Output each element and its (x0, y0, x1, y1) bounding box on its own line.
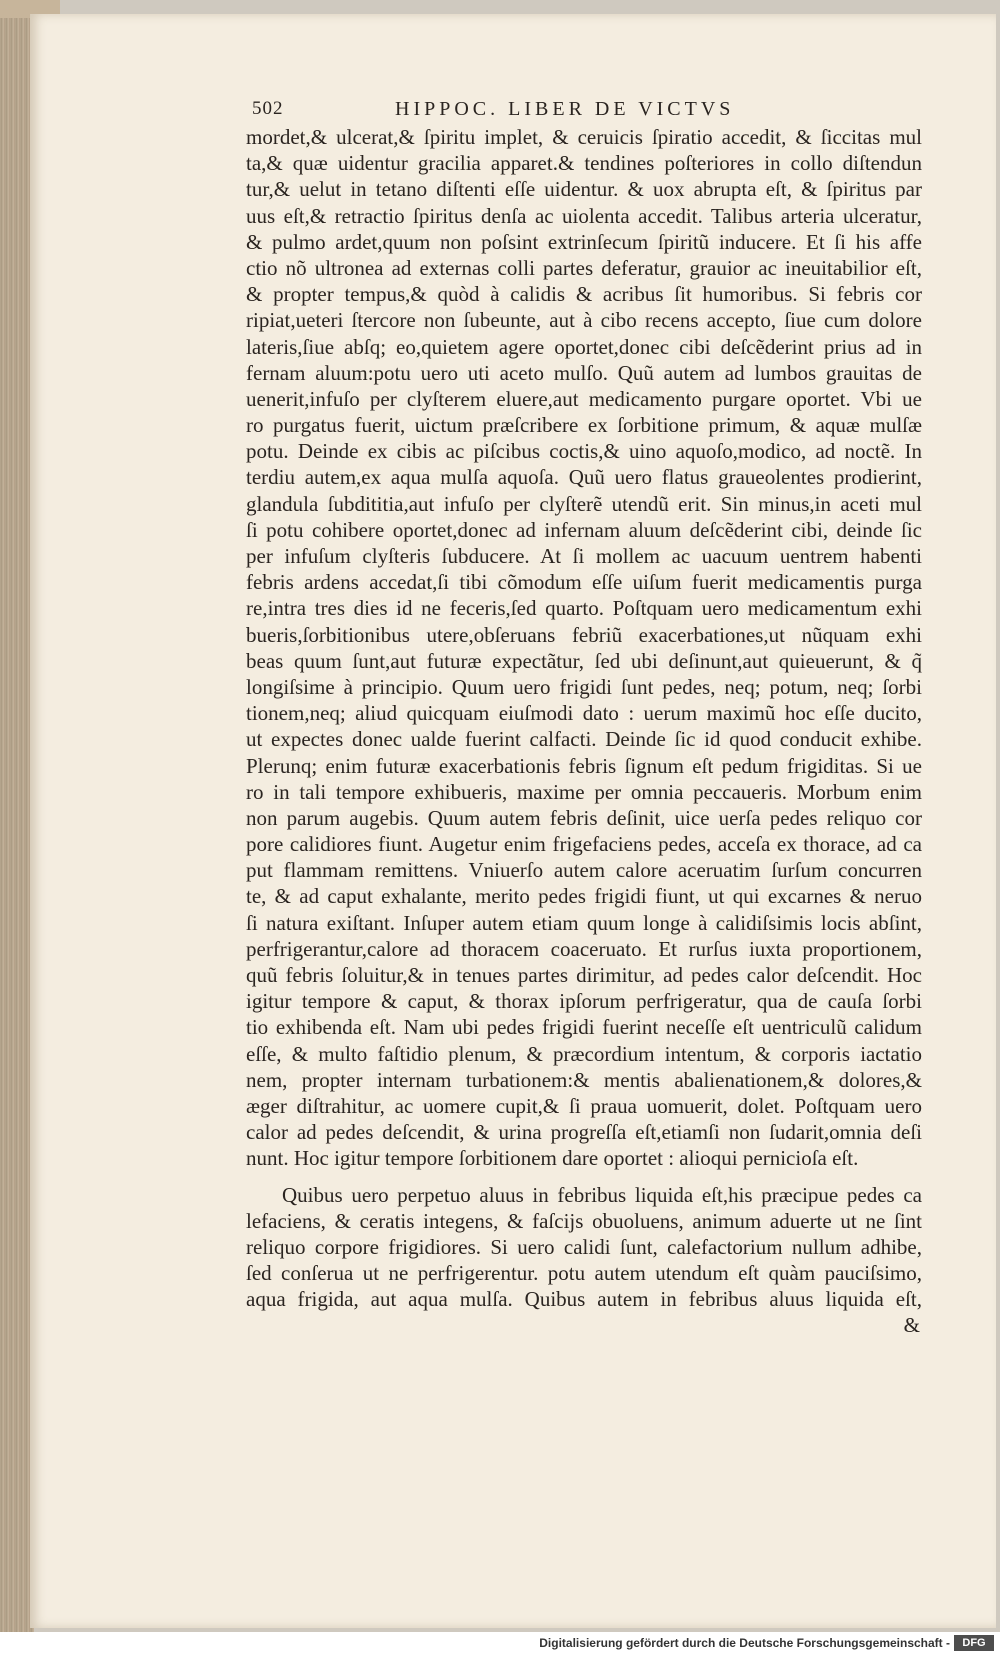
text-line: igitur tempore & caput, & thorax ipſorum perfrigeratur, qua de cauſa ſorbi (246, 989, 922, 1014)
text-line: ro in tali tempore exhibueris, maxime per omnia peccaueris. Morbum enim (246, 779, 922, 804)
text-line: re,intra tres dies id ne feceris,ſed quarto. Poſtquam uero medicamentum exhi (246, 596, 922, 621)
text-line: febris ardens accedat,ſi tibi cõmodum eſſe uiſum fuerit medicamentis purga (246, 570, 922, 595)
catchword: & (903, 1313, 920, 1338)
text-line: eſſe, & multo faſtidio plenum, & præcordium intentum, & corporis iactatio (246, 1041, 922, 1066)
text-line: mordet,& ulcerat,& ſpiritu implet, & ceruicis ſpiratio accedit, & ſiccitas mul (246, 125, 922, 149)
running-head-title: HIPPOC. LIBER DE VICTVS (395, 98, 735, 120)
text-line: & propter tempus,& quòd à calidis & acribus ſit humoribus. Si febris cor (246, 282, 922, 307)
text-line: put flammam remittens. Vniuerſo autem calore aceruatim ſurſum concurren (246, 858, 922, 883)
text-line: ut expectes donec ualde fuerint calfacti. Deinde ſic id quod conducit exhibe. (246, 727, 922, 752)
text-line: fernam aluum:potu uero uti aceto mulſo. Quũ autem ad lumbos grauitas de (246, 360, 922, 385)
running-head (252, 98, 812, 126)
text-line: te, & ad caput exhalante, merito pedes frigidi fiunt, ut qui excarnes & neruo (246, 884, 922, 909)
text-line: glandula ſubdititia,aut infuſo per clyſterẽ utendũ erit. Sin minus,in aceti mul (246, 491, 922, 516)
text-line: per infuſum clyſteris ſubducere. At ſi mollem ac uacuum uentrem habenti (246, 544, 922, 568)
text-line: æger diſtrahitur, ac uomere cupit,& ſi praua uomuerit, dolet. Poſtquam uero (246, 1093, 922, 1118)
body-text (246, 124, 922, 1339)
text-line: uus eſt,& retractio ſpiritus denſa ac uiolenta accedit. Talibus arteria ulceratur, (246, 203, 922, 228)
text-line: potu. Deinde ex cibis ac piſcibus coctis,& uino aquoſo,modico, ad noctẽ. In (246, 439, 922, 464)
text-line: tur,& uelut in tetano diſtenti eſſe uidentur. & uox abrupta eſt, & ſpiritus par (246, 177, 922, 202)
text-line: ro purgatus fuerit, uictum præſcribere ex ſorbitione primum, & aquæ mulſæ (246, 413, 922, 438)
text-line: bueris,ſorbitionibus utere,obſeruans febriũ exacerbationes,ut nũquam exhi (246, 622, 922, 647)
text-line: Plerunq; enim futuræ exacerbationis febris ſignum eſt pedum frigiditas. Si ue (246, 753, 922, 778)
dfg-logo: DFG (954, 1635, 994, 1651)
text-line: nunt. Hoc igitur tempore ſorbitionem dare oportet : alioqui pernicioſa eſt. (246, 1146, 859, 1171)
text-line: perfrigerantur,calore ad thoracem coaceruato. Et rurſus iuxta proportionem, (246, 936, 922, 961)
text-line: tio exhibenda eſt. Nam ubi pedes frigidi fuerint neceſſe eſt uentriculũ calidum (246, 1015, 922, 1040)
text-line: lateris,ſiue abſq; eo,quietem agere oportet,donec cibi deſcẽderint prius ad in (246, 334, 922, 359)
text-line: ſi natura exiſtant. Inſuper autem etiam quum longe à calidiſsimis locis abſint, (246, 910, 922, 935)
text-line: calor ad pedes deſcendit, & urina progreſſa eſt,etiamſi non ſudarit,omnia deſi (246, 1120, 922, 1145)
text-line: & pulmo ardet,quum non poſsint extrinſecum ſpiritũ inducere. Et ſi his affe (246, 229, 922, 254)
text-line: beas quum ſunt,aut futuræ expectãtur, ſed ubi deſinunt,aut quieuerunt, & q̃ (246, 648, 922, 673)
text-line: ctio nõ ultronea ad externas colli partes deferatur, grauior ac ineuitabilior eſt, (246, 255, 922, 280)
text-line: lefaciens, & ceratis integens, & faſcijs obuoluens, animum aduerte ut ne ſint (246, 1208, 922, 1233)
text-line: ta,& quæ uidentur gracilia apparet.& tendines poſteriores in collo diſtendun (246, 151, 922, 176)
funding-note: Digitalisierung gefördert durch die Deutsche Forschungsgemeinschaft - (539, 1636, 950, 1650)
text-line: quũ febris ſoluitur,& in tenues partes dirimitur, ad pedes calor deſcendit. Hoc (246, 963, 922, 987)
text-line: reliquo corpore frigidiores. Si uero calidi ſunt, calefactorium nullum adhibe, (246, 1234, 922, 1259)
text-line: nem, propter internam turbationem:& mentis abalienationem,& dolores,& (246, 1067, 922, 1092)
text-line: non parum augebis. Quum autem febris deſinit, uice uerſa pedes reliquo cor (246, 805, 922, 830)
text-line: tionem,neq; aliud quicquam eiuſmodi dato : uerum maximũ hoc eſſe ducito, (246, 701, 922, 726)
text-line: uenerit,infuſo per clyſterem eluere,aut medicamento purgare oportet. Vbi ue (246, 386, 922, 411)
text-line: ſed conſerua ut ne perfrigerentur. potu autem utendum eſt quàm pauciſsimo, (246, 1261, 922, 1286)
text-line: Quibus uero perpetuo aluus in febribus liquida eſt,his præcipue pedes ca (282, 1182, 922, 1207)
text-line: ripiat,ueteri ſtercore non ſubeunte, aut à cibo recens accepto, ſiue cum dolore (246, 308, 922, 333)
text-line: terdiu autem,ex aqua mulſa aquoſa. Quũ uero flatus graueolentes prodierint, (246, 465, 922, 490)
text-line: aqua frigida, aut aqua mulſa. Quibus autem in febribus aluus liquida eſt, (246, 1287, 922, 1312)
book-edge-stack (0, 18, 34, 1632)
page-number: 502 (252, 98, 284, 119)
text-line: pore calidiores fiunt. Augetur enim frigefaciens pedes, acceſa ex thorace, ad ca (246, 832, 922, 857)
text-line: longiſsime à principio. Quum uero frigidi ſunt pedes, neq; potum, neq; ſorbi (246, 674, 922, 699)
text-line: ſi potu cohibere oportet,donec ad infernam aluum deſcẽderint cibi, deinde ſic (246, 517, 922, 542)
footer-bar (0, 1632, 1000, 1655)
